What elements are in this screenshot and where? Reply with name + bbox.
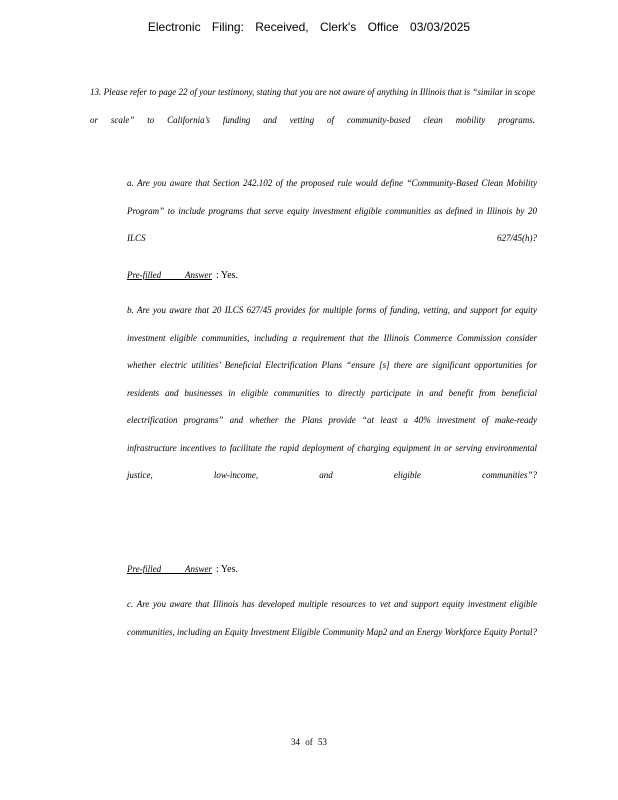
answer-label: Pre-filled Answer — [127, 270, 212, 280]
efiling-stamp: Electronic Filing: Received, Clerk's Office 03/03/2025 — [147, 20, 471, 34]
answer-value: : Yes. — [216, 564, 238, 575]
question-13: 13. Please refer to page 22 of your testimony, stating that you are not aware of anything in Illinois that is “similar in scope or scale” to California’s funding and vetting of community-based clean mobility programs. — [90, 87, 535, 125]
answer-13b — [127, 562, 238, 577]
question-13c: c. Are you aware that Illinois has developed multiple resources to vet and support equity investment eligible communities, including an Equity Investment Eligible Community Map2 and an Energy Workforce Equity Portal? — [127, 599, 537, 637]
answer-value: : Yes. — [216, 270, 238, 281]
page-number: 34 of 53 — [291, 737, 327, 747]
question-13b: b. Are you aware that 20 ILCS 627/45 provides for multiple forms of funding, vetting, and support for equity investment eligible communities, including a requirement that the Illinois Commerce Commission consider whether electric utilities’ Beneficial Electrification Plans “ensure [s] there are significant opportunities for residents and businesses in eligible communities to directly participate in and benefit from beneficial electrification programs” and whether the Plans provide “at least a 40% investment of make-ready infrastructure incentives to facilitate the rapid deployment of charging equipment in or serving environmental justice, low-income, and eligible communities”? — [127, 305, 537, 480]
answer-13a — [127, 268, 238, 283]
question-13a: a. Are you aware that Section 242.102 of the proposed rule would define “Community-Based Clean Mobility Program” to include programs that serve equity investment eligible communities as defined in Illinois by 20 ILCS 627/45(h)? — [127, 178, 537, 243]
answer-label: Pre-filled Answer — [127, 564, 212, 574]
